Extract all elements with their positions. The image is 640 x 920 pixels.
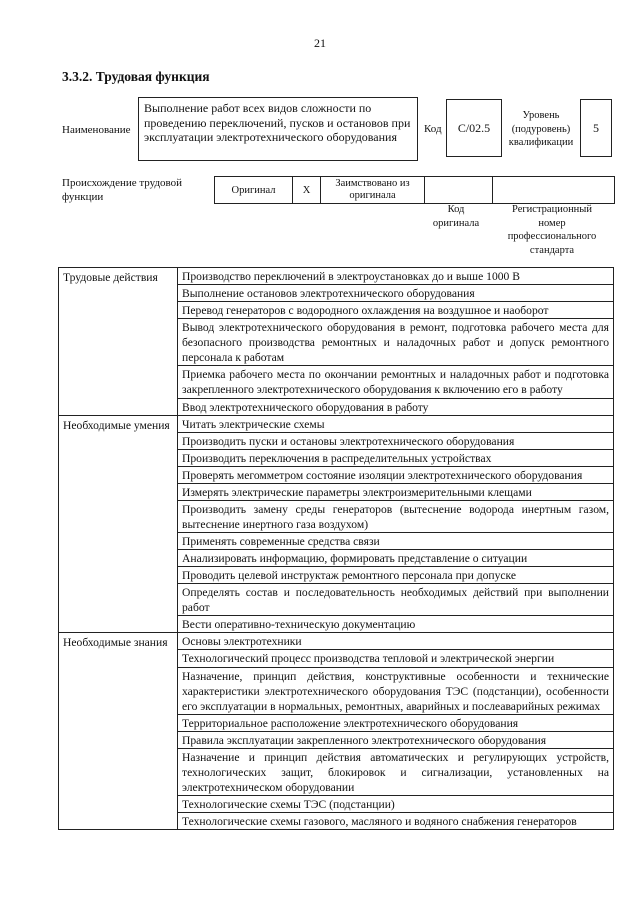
table-row (59, 415, 614, 432)
required-skills-item: Проверять мегомметром состояние изоляции электротехнического оборудования (178, 466, 614, 483)
reg-number-label-line-4: стандарта (529, 244, 575, 256)
section-title: 3.3.2. Трудовая функция (62, 69, 210, 84)
level-label (504, 109, 578, 150)
required-skills-item: Производить пуски и остановы электротехнического оборудования (178, 432, 614, 449)
code-original-label (424, 203, 488, 230)
code-value-box (446, 99, 502, 157)
original-label: Оригинал (231, 184, 276, 196)
labor-actions-item: Производство переключений в электроустановках до и выше 1000 В (178, 268, 614, 285)
required-knowledge-item: Назначение, принцип действия, конструктивные особенности и технические характеристики электротехнического оборудования ТЭС (подстанции), особенности его эксплуатации в нормальных, ремонтных, аварийных и послеаварийных режимах (178, 667, 614, 714)
level-value-box (580, 99, 612, 157)
required-knowledge-item: Назначение и принцип действия автоматических и регулирующих устройств, технологических защит, блокировок и сигнализации, установленных на электротехническом оборудовании (178, 748, 614, 795)
borrowed-label-line-2: оригинала (349, 190, 396, 201)
labor-function-table (58, 267, 614, 830)
required-knowledge-item: Технологические схемы ТЭС (подстанции) (178, 796, 614, 813)
required-skills-item: Применять современные средства связи (178, 533, 614, 550)
table-row (59, 268, 614, 285)
table-row (59, 633, 614, 650)
level-label-line-3: квалификации (508, 137, 574, 149)
labor-actions-category: Трудовые действия (59, 268, 178, 416)
labor-actions-item: Вывод электротехнического оборудования в ремонт, подготовка рабочего места для безопасного производства ремонтных и наладочных работ и допуск ремонтного персонала к работам (178, 319, 614, 366)
origin-label-line-2: функции (62, 190, 104, 203)
level-label-line-1: Уровень (522, 110, 560, 121)
required-skills-category: Необходимые умения (59, 415, 178, 633)
reg-number-cell (493, 177, 615, 204)
code-original-label-line-2: оригинала (432, 217, 480, 229)
code-label: Код (424, 123, 442, 135)
original-mark: X (302, 184, 311, 196)
labor-actions-item: Выполнение остановов электротехнического оборудования (178, 285, 614, 302)
reg-number-label (492, 203, 612, 258)
original-mark-cell (293, 177, 321, 204)
required-knowledge-item: Территориальное расположение электротехнического оборудования (178, 714, 614, 731)
required-skills-item: Вести оперативно-техническую документацию (178, 616, 614, 633)
required-skills-item: Производить замену среды генераторов (вытеснение водорода инертным газом, вытеснение инертного газа воздухом) (178, 500, 614, 532)
labor-actions-item: Приемка рабочего места по окончании ремонтных и наладочных работ и подготовка закрепленного электротехнического оборудования к включению его в работу (178, 366, 614, 398)
page-number: 21 (314, 36, 326, 50)
required-skills-item: Производить переключения в распределительных устройствах (178, 449, 614, 466)
required-skills-item: Определять состав и последовательность необходимых действий при выполнении работ (178, 584, 614, 616)
origin-label-line-1: Происхождение трудовой (62, 177, 183, 189)
original-label-cell (215, 177, 293, 204)
required-skills-item: Анализировать информацию, формировать представление о ситуации (178, 550, 614, 567)
code-value: C/02.5 (457, 120, 491, 135)
reg-number-label-line-1: Регистрационный (512, 204, 592, 215)
required-knowledge-item: Основы электротехники (178, 633, 614, 650)
name-label: Наименование (62, 124, 131, 136)
required-knowledge-item: Технологический процесс производства тепловой и электрической энергии (178, 650, 614, 667)
required-knowledge-item: Правила эксплуатации закрепленного электротехнического оборудования (178, 731, 614, 748)
required-skills-item: Читать электрические схемы (178, 415, 614, 432)
origin-label (62, 177, 212, 205)
required-knowledge-category: Необходимые знания (59, 633, 178, 830)
level-label-line-2: (подуровень) (511, 123, 571, 135)
code-original-label-line-1: Код (447, 204, 465, 215)
code-original-cell (425, 177, 493, 204)
required-knowledge-item: Технологические схемы газового, масляного и водяного снабжения генераторов (178, 813, 614, 830)
origin-table (214, 176, 615, 204)
labor-actions-item: Перевод генераторов с водородного охлаждения на воздушное и наоборот (178, 302, 614, 319)
required-skills-item: Измерять электрические параметры электроизмерительными клещами (178, 483, 614, 500)
level-value: 5 (593, 120, 599, 135)
required-skills-item: Проводить целевой инструктаж ремонтного персонала при допуске (178, 567, 614, 584)
reg-number-label-line-2: номер (538, 217, 566, 229)
name-value-box: Выполнение работ всех видов сложности по проведению переключений, пусков и остановов при эксплуатации электротехнического оборудования (138, 97, 418, 161)
borrowed-label-cell (321, 177, 425, 204)
borrowed-label-line-1: Заимствовано из (335, 177, 410, 189)
labor-actions-item: Ввод электротехнического оборудования в работу (178, 398, 614, 415)
reg-number-label-line-3: профессионального (507, 231, 597, 243)
